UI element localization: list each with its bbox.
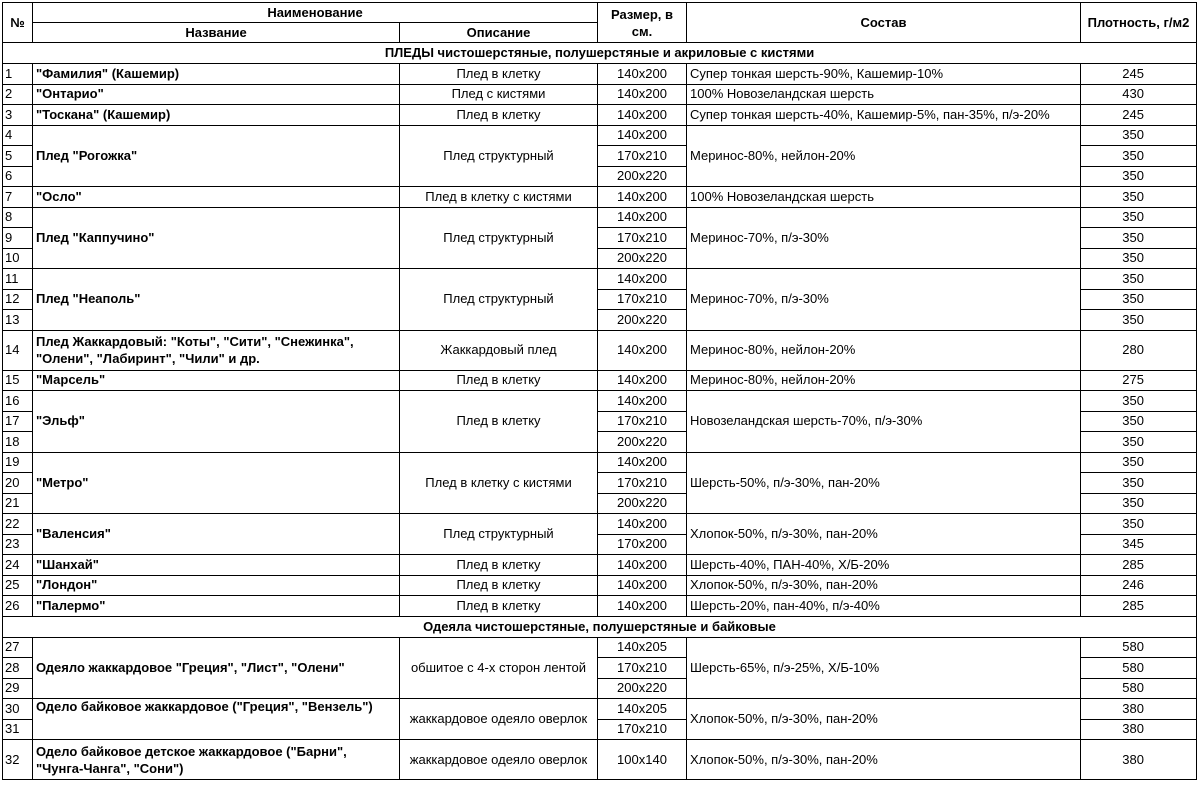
item-name: "Тоскана" (Кашемир)	[33, 105, 400, 126]
item-description: Жаккардовый плед	[400, 330, 598, 370]
item-density: 245	[1081, 105, 1197, 126]
table-row	[3, 125, 1197, 146]
item-name: "Валенсия"	[33, 514, 400, 555]
row-number: 13	[3, 310, 33, 331]
item-composition: Шерсть-65%, п/э-25%, Х/Б-10%	[687, 637, 1081, 699]
item-description: Плед структурный	[400, 514, 598, 555]
item-size: 140х200	[598, 207, 687, 228]
item-description: Плед структурный	[400, 207, 598, 269]
header-composition: Состав	[687, 3, 1081, 43]
item-size: 140х200	[598, 64, 687, 85]
item-size: 140х200	[598, 105, 687, 126]
row-number: 23	[3, 534, 33, 555]
item-density: 350	[1081, 125, 1197, 146]
row-number: 22	[3, 514, 33, 535]
item-size: 140х205	[598, 637, 687, 658]
row-number: 8	[3, 207, 33, 228]
row-number: 6	[3, 166, 33, 187]
row-number: 18	[3, 432, 33, 453]
item-name: Одело байковое детское жаккардовое ("Барни", "Чунга-Чанга", "Сони")	[33, 740, 400, 780]
item-density: 350	[1081, 452, 1197, 473]
table-row	[3, 207, 1197, 228]
row-number: 29	[3, 678, 33, 699]
item-size: 140х200	[598, 596, 687, 617]
header-num: №	[3, 3, 33, 43]
item-size: 200х220	[598, 678, 687, 699]
table-row	[3, 187, 1197, 208]
row-number: 2	[3, 84, 33, 105]
row-number: 32	[3, 740, 33, 780]
item-description: Плед в клетку	[400, 596, 598, 617]
item-composition: Шерсть-50%, п/э-30%, пан-20%	[687, 452, 1081, 514]
table-row	[3, 637, 1197, 658]
item-size: 140х200	[598, 452, 687, 473]
item-size: 140х200	[598, 269, 687, 290]
item-description: Плед в клетку	[400, 555, 598, 576]
row-number: 25	[3, 575, 33, 596]
item-composition: Шерсть-20%, пан-40%, п/э-40%	[687, 596, 1081, 617]
row-number: 20	[3, 473, 33, 494]
item-composition: Хлопок-50%, п/э-30%, пан-20%	[687, 740, 1081, 780]
header-name-group: Наименование	[33, 3, 598, 23]
item-name: "Метро"	[33, 452, 400, 514]
row-number: 17	[3, 411, 33, 432]
item-description: Плед структурный	[400, 269, 598, 331]
table-row	[3, 575, 1197, 596]
item-name: "Лондон"	[33, 575, 400, 596]
item-density: 285	[1081, 596, 1197, 617]
item-description: Плед в клетку с кистями	[400, 187, 598, 208]
item-name: "Эльф"	[33, 391, 400, 453]
item-density: 350	[1081, 187, 1197, 208]
item-description: Плед структурный	[400, 125, 598, 187]
item-composition: Хлопок-50%, п/э-30%, пан-20%	[687, 575, 1081, 596]
item-composition: Супер тонкая шерсть-90%, Кашемир-10%	[687, 64, 1081, 85]
item-name: Плед "Каппучино"	[33, 207, 400, 269]
item-composition: Хлопок-50%, п/э-30%, пан-20%	[687, 699, 1081, 740]
item-composition: Шерсть-40%, ПАН-40%, Х/Б-20%	[687, 555, 1081, 576]
item-name: "Онтарио"	[33, 84, 400, 105]
item-size: 170х210	[598, 719, 687, 740]
item-size: 140х200	[598, 514, 687, 535]
section-title: ПЛЕДЫ чистошерстяные, полушерстяные и акриловые с кистями	[3, 43, 1197, 64]
item-description: Плед с кистями	[400, 84, 598, 105]
row-number: 12	[3, 289, 33, 310]
item-size: 140х200	[598, 125, 687, 146]
row-number: 7	[3, 187, 33, 208]
item-density: 350	[1081, 493, 1197, 514]
section-title: Одеяла чистошерстяные, полушерстяные и байковые	[3, 616, 1197, 637]
row-number: 11	[3, 269, 33, 290]
table-row	[3, 699, 1197, 720]
item-description: Плед в клетку	[400, 105, 598, 126]
price-table	[2, 2, 1197, 780]
item-size: 170х210	[598, 473, 687, 494]
row-number: 3	[3, 105, 33, 126]
item-composition: Новозеландская шерсть-70%, п/э-30%	[687, 391, 1081, 453]
item-name: "Палермо"	[33, 596, 400, 617]
row-number: 21	[3, 493, 33, 514]
item-composition: Супер тонкая шерсть-40%, Кашемир-5%, пан-35%, п/э-20%	[687, 105, 1081, 126]
item-size: 140х200	[598, 330, 687, 370]
table-row	[3, 452, 1197, 473]
item-description: Плед в клетку с кистями	[400, 452, 598, 514]
item-name: Плед "Неаполь"	[33, 269, 400, 331]
table-row	[3, 596, 1197, 617]
header-description: Описание	[400, 23, 598, 43]
item-name: "Осло"	[33, 187, 400, 208]
item-composition: 100% Новозеландская шерсть	[687, 84, 1081, 105]
item-density: 580	[1081, 658, 1197, 679]
row-number: 5	[3, 146, 33, 167]
item-description: Плед в клетку	[400, 64, 598, 85]
item-size: 140х200	[598, 575, 687, 596]
item-size: 170х210	[598, 411, 687, 432]
row-number: 10	[3, 248, 33, 269]
item-composition: Меринос-70%, п/э-30%	[687, 269, 1081, 331]
row-number: 27	[3, 637, 33, 658]
table-row	[3, 370, 1197, 391]
item-name: "Марсель"	[33, 370, 400, 391]
row-number: 19	[3, 452, 33, 473]
row-number: 4	[3, 125, 33, 146]
item-density: 275	[1081, 370, 1197, 391]
item-density: 245	[1081, 64, 1197, 85]
item-description: жаккардовое одеяло оверлок	[400, 699, 598, 740]
item-name: Одело байковое жаккардовое ("Греция", "Вензель")	[33, 699, 400, 740]
row-number: 14	[3, 330, 33, 370]
item-density: 380	[1081, 740, 1197, 780]
item-size: 170х210	[598, 146, 687, 167]
item-density: 350	[1081, 473, 1197, 494]
row-number: 16	[3, 391, 33, 412]
row-number: 9	[3, 228, 33, 249]
section-header-row	[3, 616, 1197, 637]
item-size: 170х210	[598, 228, 687, 249]
item-description: обшитое с 4-х сторон лентой	[400, 637, 598, 699]
item-size: 200х220	[598, 166, 687, 187]
row-number: 24	[3, 555, 33, 576]
item-size: 140х200	[598, 187, 687, 208]
item-size: 140х200	[598, 370, 687, 391]
row-number: 26	[3, 596, 33, 617]
item-density: 350	[1081, 146, 1197, 167]
item-size: 200х220	[598, 310, 687, 331]
item-name: "Шанхай"	[33, 555, 400, 576]
item-density: 350	[1081, 207, 1197, 228]
table-row	[3, 555, 1197, 576]
item-density: 246	[1081, 575, 1197, 596]
item-size: 140х200	[598, 391, 687, 412]
item-composition: 100% Новозеландская шерсть	[687, 187, 1081, 208]
item-description: Плед в клетку	[400, 575, 598, 596]
table-row	[3, 740, 1197, 780]
item-density: 350	[1081, 289, 1197, 310]
header-size: Размер, в см.	[598, 3, 687, 43]
item-size: 200х220	[598, 493, 687, 514]
item-name: Одеяло жаккардовое "Греция", "Лист", "Олени"	[33, 637, 400, 699]
item-density: 350	[1081, 310, 1197, 331]
item-description: Плед в клетку	[400, 391, 598, 453]
item-size: 170х200	[598, 534, 687, 555]
item-description: Плед в клетку	[400, 370, 598, 391]
item-composition: Хлопок-50%, п/э-30%, пан-20%	[687, 514, 1081, 555]
item-size: 140х205	[598, 699, 687, 720]
item-density: 350	[1081, 391, 1197, 412]
table-row	[3, 105, 1197, 126]
row-number: 1	[3, 64, 33, 85]
item-description: жаккардовое одеяло оверлок	[400, 740, 598, 780]
item-density: 350	[1081, 514, 1197, 535]
row-number: 15	[3, 370, 33, 391]
item-size: 200х220	[598, 432, 687, 453]
item-density: 350	[1081, 432, 1197, 453]
item-size: 140х200	[598, 555, 687, 576]
item-density: 380	[1081, 699, 1197, 720]
item-density: 285	[1081, 555, 1197, 576]
row-number: 31	[3, 719, 33, 740]
item-density: 350	[1081, 411, 1197, 432]
table-row	[3, 391, 1197, 412]
item-density: 350	[1081, 166, 1197, 187]
section-header-row	[3, 43, 1197, 64]
item-density: 580	[1081, 637, 1197, 658]
header-title: Название	[33, 23, 400, 43]
table-row	[3, 64, 1197, 85]
item-composition: Меринос-70%, п/э-30%	[687, 207, 1081, 269]
item-density: 430	[1081, 84, 1197, 105]
item-size: 170х210	[598, 289, 687, 310]
item-name: "Фамилия" (Кашемир)	[33, 64, 400, 85]
row-number: 28	[3, 658, 33, 679]
table-row	[3, 269, 1197, 290]
item-density: 345	[1081, 534, 1197, 555]
item-name: Плед Жаккардовый: "Коты", "Сити", "Снежинка", "Олени", "Лабиринт", "Чили" и др.	[33, 330, 400, 370]
item-composition: Меринос-80%, нейлон-20%	[687, 330, 1081, 370]
item-density: 350	[1081, 228, 1197, 249]
item-name: Плед "Рогожка"	[33, 125, 400, 187]
item-density: 380	[1081, 719, 1197, 740]
item-composition: Меринос-80%, нейлон-20%	[687, 370, 1081, 391]
item-density: 580	[1081, 678, 1197, 699]
row-number: 30	[3, 699, 33, 720]
item-size: 140х200	[598, 84, 687, 105]
table-row	[3, 330, 1197, 370]
table-row	[3, 514, 1197, 535]
table-row	[3, 84, 1197, 105]
item-size: 100х140	[598, 740, 687, 780]
item-size: 200х220	[598, 248, 687, 269]
item-density: 350	[1081, 269, 1197, 290]
item-density: 350	[1081, 248, 1197, 269]
header-density: Плотность, г/м2	[1081, 3, 1197, 43]
item-density: 280	[1081, 330, 1197, 370]
item-size: 170х210	[598, 658, 687, 679]
item-composition: Меринос-80%, нейлон-20%	[687, 125, 1081, 187]
